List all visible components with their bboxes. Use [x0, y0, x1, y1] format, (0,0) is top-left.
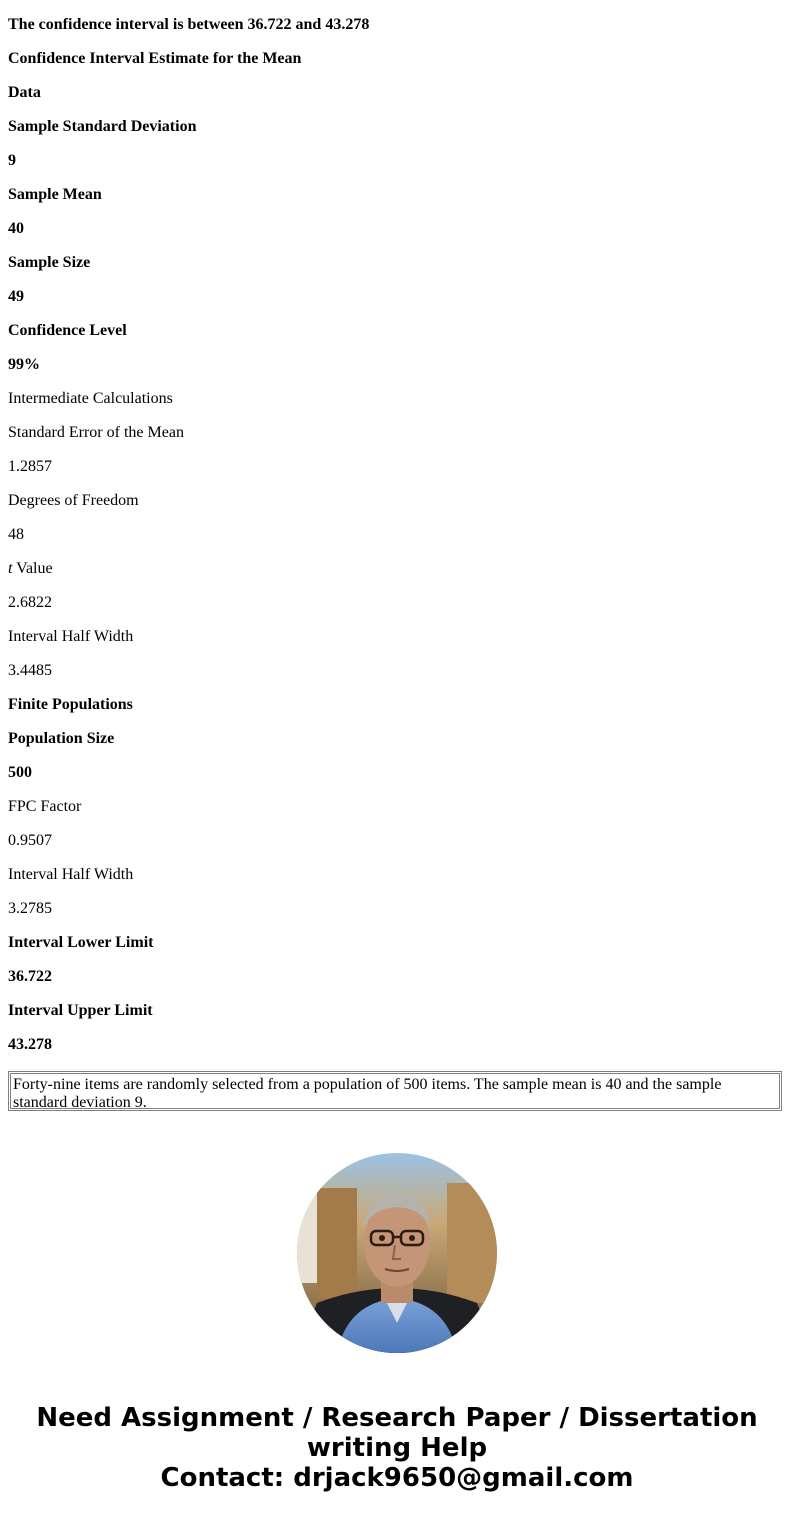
- fpc-label: FPC Factor: [8, 798, 82, 815]
- se-label: Standard Error of the Mean: [8, 424, 184, 441]
- t-value: 2.6822: [8, 594, 52, 611]
- fpc-value: 0.9507: [8, 832, 52, 849]
- pop-size-label: Population Size: [8, 730, 115, 747]
- footer-line-2: writing Help: [306, 1433, 488, 1463]
- confidence-level-label: Confidence Level: [8, 322, 127, 339]
- df-label: Degrees of Freedom: [8, 492, 139, 509]
- half-width2-label: Interval Half Width: [8, 866, 134, 883]
- half-width2-value: 3.2785: [8, 900, 52, 917]
- half-width-value: 3.4485: [8, 662, 52, 679]
- question-text: Forty-nine items are randomly selected from a population of 500 items. The sample mean is 40 and the sample standard deviation 9.: [10, 1073, 780, 1109]
- half-width-label: Interval Half Width: [8, 628, 134, 645]
- t-value-label: [8, 559, 53, 579]
- sample-mean-value: 40: [8, 220, 24, 237]
- confidence-level-value: 99%: [8, 356, 40, 373]
- sample-size-label: Sample Size: [8, 254, 91, 271]
- sample-mean-label: Sample Mean: [8, 186, 102, 203]
- t-symbol: t: [8, 560, 13, 577]
- author-avatar: [297, 1153, 497, 1353]
- t-label-rest: Value: [12, 560, 53, 577]
- page-title: Confidence Interval Estimate for the Mean: [8, 50, 302, 67]
- author-portrait-image: [297, 1153, 497, 1353]
- sample-sd-label: Sample Standard Deviation: [8, 118, 197, 135]
- lower-limit-label: Interval Lower Limit: [8, 934, 154, 951]
- section-intermediate: Intermediate Calculations: [8, 390, 173, 407]
- section-finite: Finite Populations: [8, 696, 133, 713]
- summary-text: The confidence interval is between 36.722 and 43.278: [8, 16, 370, 33]
- section-data: Data: [8, 84, 41, 101]
- lower-limit-value: 36.722: [8, 968, 52, 985]
- footer-line-1: Need Assignment / Research Paper / Dissertation: [36, 1403, 758, 1433]
- sample-sd-value: 9: [8, 152, 16, 169]
- upper-limit-label: Interval Upper Limit: [8, 1002, 153, 1019]
- se-value: 1.2857: [8, 458, 52, 475]
- pop-size-value: 500: [8, 764, 32, 781]
- df-value: 48: [8, 526, 24, 543]
- upper-limit-value: 43.278: [8, 1036, 52, 1053]
- question-box: [8, 1071, 782, 1111]
- sample-size-value: 49: [8, 288, 24, 305]
- contact-footer: [0, 1403, 794, 1493]
- footer-contact-email[interactable]: Contact: drjack9650@gmail.com: [160, 1463, 634, 1493]
